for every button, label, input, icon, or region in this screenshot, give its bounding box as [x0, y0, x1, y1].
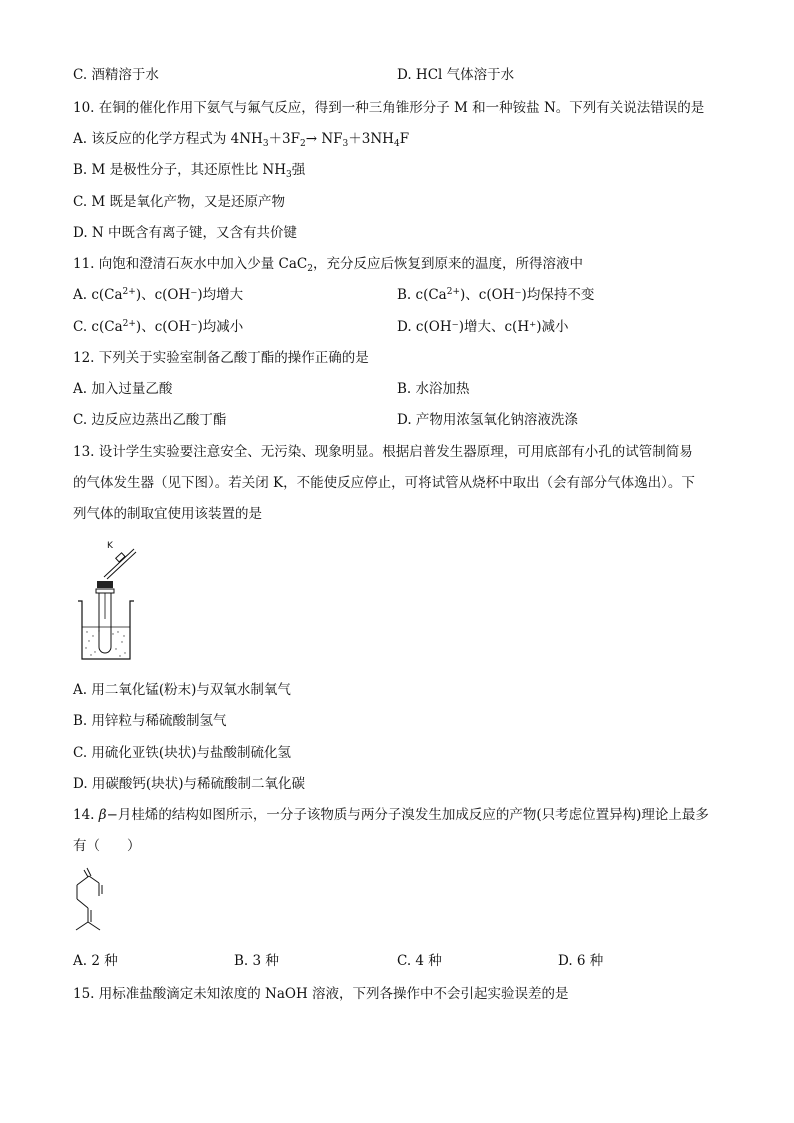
q13-option-d: D. 用碳酸钙(块状)与稀硫酸制二氧化碳 [73, 776, 305, 792]
q13-option-b: B. 用锌粒与稀硫酸制氢气 [73, 713, 227, 729]
q11-option-d: D. c(OH⁻)增大、c(H⁺)减小 [397, 319, 569, 335]
q13-stem-line1: 13. 设计学生实验要注意安全、无污染、现象明显。根据启普发生器原理，可用底部有小孔的试管制简易 [73, 444, 693, 460]
q12-option-c: C. 边反应边蒸出乙酸丁酯 [73, 412, 227, 428]
q13-option-c: C. 用硫化亚铁(块状)与盐酸制硫化氢 [73, 745, 291, 761]
q10-option-a: A. 该反应的化学方程式为 $4NH_3+3F_2\to NF_3+3NH_4F$ [73, 131, 410, 149]
q13-stem-line2: 的气体发生器（见下图）。若关闭 K，不能使反应停止，可将试管从烧杯中取出（会有部分气体逸出）。下 [73, 475, 695, 491]
q11-stem: 11. 向饱和澄清石灰水中加入少量 CaC$_2$，充分反应后恢复到原来的温度，所得溶液中 [73, 256, 583, 274]
valve-k-label: K [107, 541, 113, 551]
q14-stem-line2: 有（ ） [73, 838, 141, 854]
q11-option-b: B. $c(Ca^{2+})$、c(OH⁻)均保持不变 [397, 287, 595, 303]
q14-option-b: B. 3 种 [234, 953, 279, 969]
q9-option-c: C. 酒精溶于水 [73, 67, 159, 83]
q14-option-d: D. 6 种 [558, 953, 604, 969]
q12-stem: 12. 下列关于实验室制备乙酸丁酯的操作正确的是 [73, 350, 369, 366]
q13-stem-line3: 列气体的制取宜使用该装置的是 [73, 506, 262, 522]
q14-option-c: C. 4 种 [397, 953, 442, 969]
q9-option-d: D. HCl 气体溶于水 [397, 67, 515, 83]
q10-stem: 10. 在铜的催化作用下氨气与氟气反应，得到一种三角锥形分子 M 和一种铵盐 N。下列有关说法错误的是 [73, 100, 705, 116]
q14-option-a: A. 2 种 [73, 953, 118, 969]
myrcene-structure-figure [68, 866, 118, 946]
q12-option-d: D. 产物用浓氢氧化钠溶液洗涤 [397, 412, 578, 428]
q15-stem: 15. 用标准盐酸滴定未知浓度的 NaOH 溶液，下列各操作中不会引起实验误差的是 [73, 986, 569, 1002]
q12-option-b: B. 水浴加热 [397, 381, 470, 397]
gas-generator-figure [70, 535, 150, 665]
q10-option-b: B. M 是极性分子，其还原性比 $NH_3$强 [73, 162, 306, 180]
q13-option-a: A. 用二氧化锰(粉末)与双氧水制氧气 [73, 682, 291, 698]
q12-option-a: A. 加入过量乙酸 [73, 381, 173, 397]
q11-option-a: A. $c(Ca^{2+})$、c(OH⁻)均增大 [73, 287, 244, 303]
q11-option-c: C. $c(Ca^{2+})$、c(OH⁻)均减小 [73, 319, 244, 335]
q14-stem-line1: 14. β−月桂烯的结构如图所示，一分子该物质与两分子溴发生加成反应的产物(只考虑位置异构)理论上最多 [73, 807, 709, 823]
q10-option-d: D. N 中既含有离子键，又含有共价键 [73, 225, 298, 241]
q10-option-c: C. M 既是氧化产物，又是还原产物 [73, 194, 286, 210]
